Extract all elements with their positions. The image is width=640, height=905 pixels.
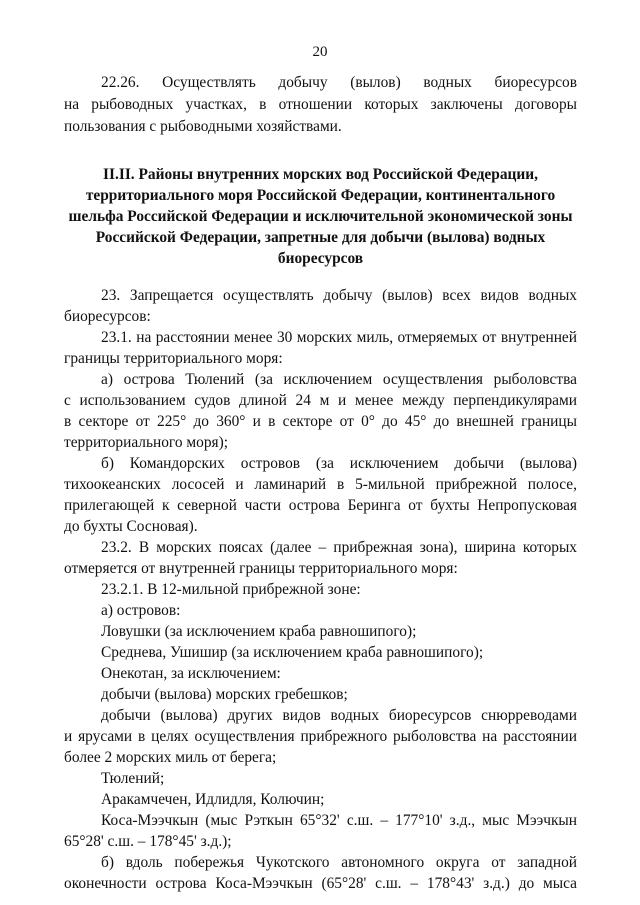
body-line: до бухты Сосновая). xyxy=(64,518,198,535)
section-heading-line-4: Российской Федерации, запретные для добычи (вылова) водных xyxy=(95,229,546,246)
body-line: в секторе от 225° до 360° и в секторе от 0° до 45° до внешней границы xyxy=(64,413,577,430)
paragraph-22-26-line-2: на рыбоводных участках, в отношении которых заключены договоры xyxy=(64,96,577,113)
section-heading-line-1: II.II. Районы внутренних морских вод Российской Федерации, xyxy=(103,166,538,183)
body-line: отмеряется от внутренней границы территориального моря: xyxy=(64,560,458,577)
body-line: границы территориального моря: xyxy=(64,350,283,367)
body-line: 65°28' с.ш. – 178°45' з.д.); xyxy=(64,833,232,850)
body-line: б) вдоль побережья Чукотского автономного округа от западной xyxy=(101,854,577,871)
body-line: Аракамчечен, Идлидля, Колючин; xyxy=(101,791,325,808)
body-line: Коса-Мээчкын (мыс Рэткын 65°32' с.ш. – 177°10' з.д., мыс Мээчкын xyxy=(101,812,577,829)
body-line: Онекотан, за исключением: xyxy=(101,665,281,682)
body-line: Ловушки (за исключением краба равношипого); xyxy=(101,623,417,640)
paragraph-22-26-line-1: 22.26. Осуществлять добычу (вылов) водных биоресурсов xyxy=(101,74,577,91)
section-heading-line-3: шельфа Российской Федерации и исключительной экономической зоны xyxy=(68,208,573,225)
page-number: 20 xyxy=(312,44,328,60)
body-line: оконечности острова Коса-Мээчкын (65°28' с.ш. – 178°43' з.д.) до мыса xyxy=(64,875,577,892)
body-line: биоресурсов: xyxy=(64,308,151,325)
body-line: 23. Запрещается осуществлять добычу (вылов) всех видов водных xyxy=(101,287,577,304)
body-line: добычи (вылова) морских гребешков; xyxy=(101,686,348,703)
body-line: прилегающей к северной части острова Беринга от бухты Непропусковая xyxy=(64,497,577,514)
body-line: 23.2.1. В 12-мильной прибрежной зоне: xyxy=(101,581,361,598)
body-line: и ярусами в целях осуществления прибрежного рыболовства на расстоянии xyxy=(64,728,577,745)
section-heading-line-5: биоресурсов xyxy=(277,250,364,267)
body-line: а) острова Тюлений (за исключением осуществления рыболовства xyxy=(101,371,577,388)
body-line: 23.2. В морских поясах (далее – прибрежная зона), ширина которых xyxy=(101,539,577,556)
body-line: 23.1. на расстоянии менее 30 морских миль, отмеряемых от внутренней xyxy=(101,329,577,346)
body-line: Тюлений; xyxy=(101,770,165,787)
body-line: б) Командорских островов (за исключением добычи (вылова) xyxy=(101,455,577,472)
body-line: добычи (вылова) других видов водных биоресурсов снюрреводами xyxy=(101,707,577,724)
body-line: с использованием судов длиной 24 м и менее между перпендикулярами xyxy=(64,392,577,409)
body-line: территориального моря); xyxy=(64,434,229,451)
body-line: тихоокеанских лососей и ламинарий в 5-мильной прибрежной полосе, xyxy=(64,476,577,493)
body-line: Среднева, Ушишир (за исключением краба равношипого); xyxy=(101,644,484,661)
body-line: а) островов: xyxy=(101,602,181,619)
body-line: более 2 морских миль от берега; xyxy=(64,749,277,766)
section-heading-line-2: территориального моря Российской Федерации, континентального xyxy=(85,187,556,204)
paragraph-22-26-line-3: пользования с рыбоводными хозяйствами. xyxy=(64,118,342,135)
